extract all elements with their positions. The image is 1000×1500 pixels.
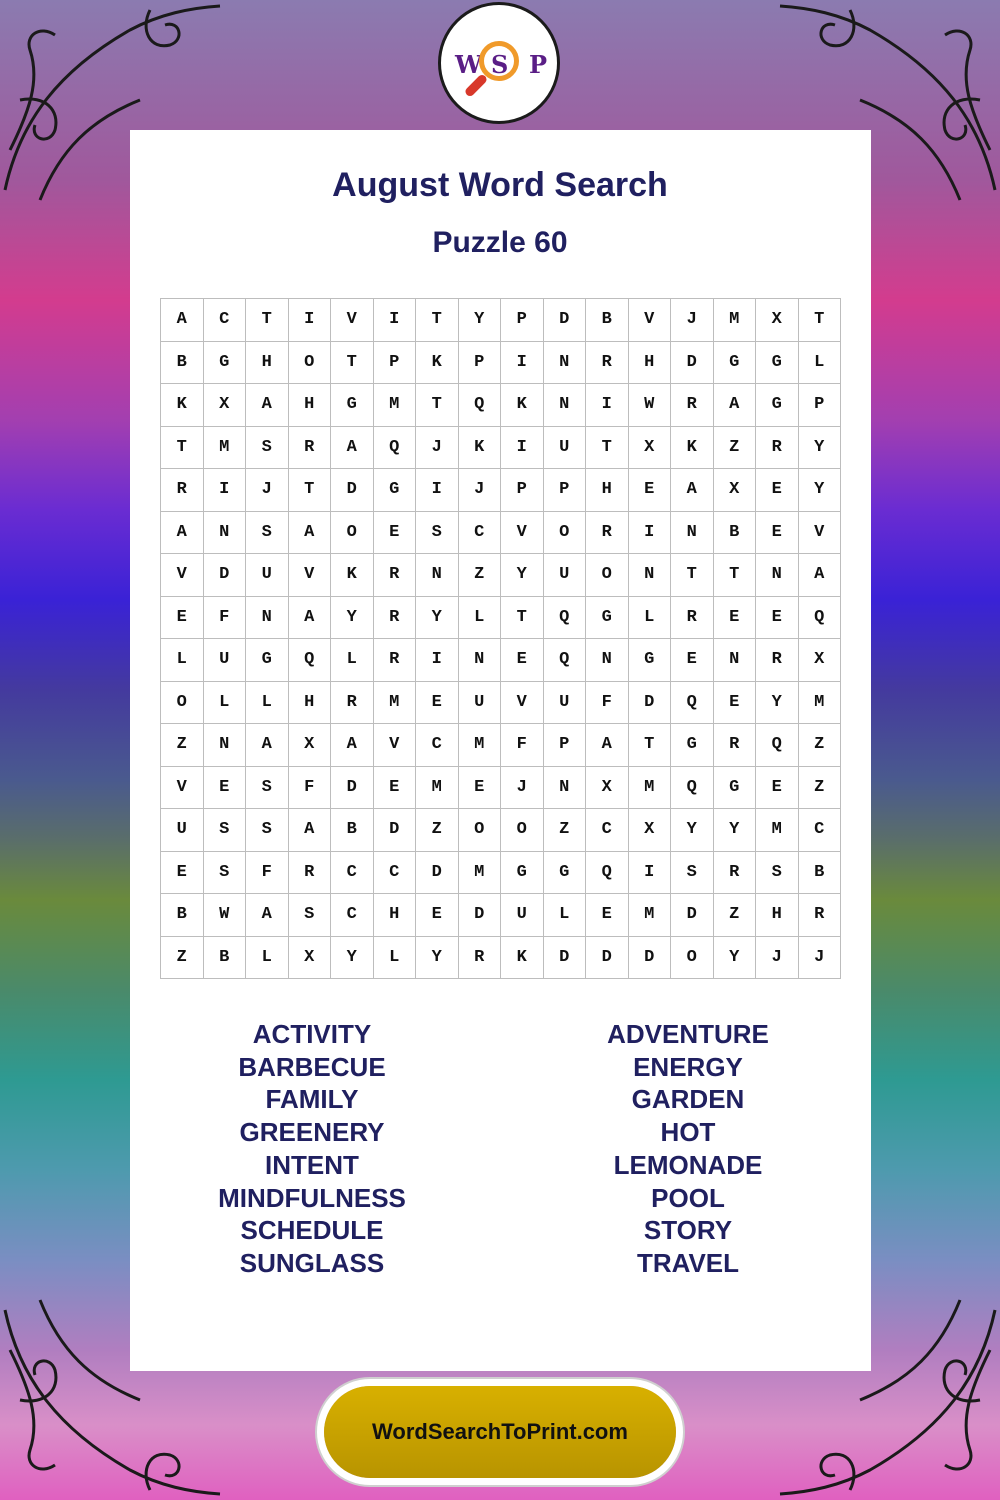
grid-cell[interactable]: C [416,724,459,767]
grid-cell[interactable]: Q [586,852,629,895]
grid-cell[interactable]: O [459,809,502,852]
grid-cell[interactable]: R [374,639,417,682]
grid-cell[interactable]: L [374,937,417,980]
word-list-item: GREENERY [239,1117,385,1148]
grid-cell[interactable]: K [501,384,544,427]
grid-cell[interactable]: O [544,512,587,555]
grid-cell[interactable]: V [799,512,842,555]
grid-cell[interactable]: R [671,597,714,640]
grid-cell[interactable]: Q [374,427,417,470]
grid-cell[interactable]: W [629,384,672,427]
grid-cell[interactable]: H [246,342,289,385]
grid-cell[interactable]: E [671,639,714,682]
grid-cell[interactable]: B [799,852,842,895]
grid-cell[interactable]: E [586,894,629,937]
grid-cell[interactable]: T [799,299,842,342]
grid-cell[interactable]: Y [501,554,544,597]
grid-cell[interactable]: D [204,554,247,597]
grid-cell[interactable]: T [629,724,672,767]
grid-cell[interactable]: M [756,809,799,852]
grid-cell[interactable]: E [161,597,204,640]
grid-cell[interactable]: A [289,809,332,852]
grid-cell[interactable]: V [161,554,204,597]
grid-cell[interactable]: U [501,894,544,937]
grid-cell[interactable]: Y [416,597,459,640]
grid-cell[interactable]: X [586,767,629,810]
logo-letter-p: P [529,50,548,79]
grid-cell[interactable]: N [756,554,799,597]
grid-cell[interactable]: X [289,724,332,767]
grid-cell[interactable]: T [501,597,544,640]
grid-cell[interactable]: J [756,937,799,980]
grid-cell[interactable]: A [289,512,332,555]
grid-cell[interactable]: S [204,852,247,895]
page-title: August Word Search [332,166,668,204]
grid-cell[interactable]: M [714,299,757,342]
grid-cell[interactable]: U [204,639,247,682]
grid-cell[interactable]: J [799,937,842,980]
grid-cell[interactable]: L [246,937,289,980]
grid-cell[interactable]: D [331,469,374,512]
grid-cell[interactable]: K [501,937,544,980]
grid-cell[interactable]: N [204,724,247,767]
grid-cell[interactable]: R [756,427,799,470]
grid-cell[interactable]: Q [799,597,842,640]
grid-cell[interactable]: E [756,469,799,512]
grid-cell[interactable]: B [331,809,374,852]
grid-cell[interactable]: M [204,427,247,470]
grid-cell[interactable]: G [756,384,799,427]
grid-cell[interactable]: E [416,894,459,937]
grid-cell[interactable]: N [586,639,629,682]
grid-cell[interactable]: R [289,852,332,895]
word-list-item: INTENT [265,1149,359,1180]
grid-cell[interactable]: B [586,299,629,342]
grid-cell[interactable]: J [501,767,544,810]
grid-cell[interactable]: M [799,682,842,725]
grid-cell[interactable]: T [289,469,332,512]
grid-cell[interactable]: G [374,469,417,512]
word-list-left [112,1018,512,1280]
grid-cell[interactable]: M [459,852,502,895]
grid-cell[interactable]: N [544,767,587,810]
grid-cell[interactable]: I [204,469,247,512]
grid-cell[interactable]: P [501,299,544,342]
grid-cell[interactable]: D [544,299,587,342]
grid-cell[interactable]: A [246,384,289,427]
grid-cell[interactable]: A [799,554,842,597]
grid-cell[interactable]: Z [714,427,757,470]
grid-cell[interactable]: X [799,639,842,682]
grid-cell[interactable]: G [714,342,757,385]
grid-cell[interactable]: G [714,767,757,810]
grid-cell[interactable]: X [714,469,757,512]
grid-cell[interactable]: S [246,809,289,852]
grid-cell[interactable]: N [246,597,289,640]
grid-cell[interactable]: Y [714,809,757,852]
grid-cell[interactable]: R [671,384,714,427]
grid-cell[interactable]: V [289,554,332,597]
grid-cell[interactable]: U [544,554,587,597]
grid-cell[interactable]: U [459,682,502,725]
grid-cell[interactable]: G [246,639,289,682]
word-list-item: STORY [643,1215,733,1246]
grid-cell[interactable]: Z [416,809,459,852]
grid-cell[interactable]: H [586,469,629,512]
puzzle-number: Puzzle 60 [432,226,568,259]
grid-cell[interactable]: E [629,469,672,512]
grid-cell[interactable]: A [289,597,332,640]
grid-cell[interactable]: E [756,767,799,810]
grid-cell[interactable]: G [204,342,247,385]
grid-cell[interactable]: J [416,427,459,470]
logo-letter-w: W [455,50,482,79]
grid-cell[interactable]: M [374,682,417,725]
word-list-item: ENERGY [633,1051,743,1082]
grid-cell[interactable]: D [416,852,459,895]
grid-cell[interactable]: B [714,512,757,555]
grid-cell[interactable]: D [586,937,629,980]
grid-cell[interactable]: I [289,299,332,342]
grid-cell[interactable]: F [586,682,629,725]
grid-cell[interactable]: K [671,427,714,470]
grid-cell[interactable]: D [629,937,672,980]
letter-grid [160,298,841,979]
grid-cell[interactable]: A [161,512,204,555]
grid-cell[interactable]: L [331,639,374,682]
grid-cell[interactable]: P [459,342,502,385]
grid-cell[interactable]: O [331,512,374,555]
grid-cell[interactable]: R [586,512,629,555]
grid-cell[interactable]: C [331,852,374,895]
grid-cell[interactable]: Y [671,809,714,852]
grid-cell[interactable]: Q [544,597,587,640]
grid-cell[interactable]: S [246,427,289,470]
grid-cell[interactable]: M [629,767,672,810]
grid-cell[interactable]: C [459,512,502,555]
grid-cell[interactable]: E [416,682,459,725]
grid-cell[interactable]: A [714,384,757,427]
grid-cell[interactable]: S [756,852,799,895]
grid-cell[interactable]: Z [544,809,587,852]
grid-cell[interactable]: L [161,639,204,682]
grid-cell[interactable]: N [459,639,502,682]
grid-cell[interactable]: K [416,342,459,385]
grid-cell[interactable]: D [629,682,672,725]
word-list-item: TRAVEL [636,1247,740,1278]
grid-cell[interactable]: I [374,299,417,342]
grid-cell[interactable]: X [289,937,332,980]
grid-cell[interactable]: Z [161,724,204,767]
grid-cell[interactable]: E [756,597,799,640]
grid-cell[interactable]: Y [331,937,374,980]
grid-cell[interactable]: S [416,512,459,555]
grid-cell[interactable]: Y [799,469,842,512]
grid-cell[interactable]: L [544,894,587,937]
grid-cell[interactable]: O [289,342,332,385]
website-link-button[interactable] [324,1386,676,1478]
grid-cell[interactable]: T [671,554,714,597]
grid-cell[interactable]: V [331,299,374,342]
grid-cell[interactable]: R [586,342,629,385]
grid-cell[interactable]: Y [799,427,842,470]
grid-cell[interactable]: I [416,469,459,512]
wsp-logo [438,2,560,124]
logo-letter-s: S [491,50,509,79]
grid-cell[interactable]: X [756,299,799,342]
grid-cell[interactable]: N [544,384,587,427]
grid-cell[interactable]: Z [799,767,842,810]
word-list-item: FAMILY [265,1084,359,1115]
grid-cell[interactable]: T [331,342,374,385]
grid-cell[interactable]: T [714,554,757,597]
grid-cell[interactable]: L [246,682,289,725]
grid-cell[interactable]: C [799,809,842,852]
grid-cell[interactable]: W [204,894,247,937]
word-list-item: POOL [651,1182,725,1213]
grid-cell[interactable]: C [586,809,629,852]
grid-cell[interactable]: E [756,512,799,555]
grid-cell[interactable]: J [246,469,289,512]
grid-cell[interactable]: I [501,427,544,470]
grid-cell[interactable]: G [671,724,714,767]
grid-cell[interactable]: R [714,852,757,895]
grid-cell[interactable]: T [161,427,204,470]
grid-cell[interactable]: E [374,767,417,810]
grid-cell[interactable]: M [459,724,502,767]
word-list-item: HOT [660,1117,716,1148]
grid-cell[interactable]: G [586,597,629,640]
grid-cell[interactable]: S [204,809,247,852]
grid-cell[interactable]: T [586,427,629,470]
grid-cell[interactable]: U [246,554,289,597]
grid-cell[interactable]: R [374,597,417,640]
grid-cell[interactable]: R [161,469,204,512]
grid-cell[interactable]: M [416,767,459,810]
grid-cell[interactable]: T [246,299,289,342]
word-list-item: MINDFULNESS [218,1182,406,1213]
grid-cell[interactable]: E [714,682,757,725]
grid-cell[interactable]: G [756,342,799,385]
grid-cell[interactable]: V [161,767,204,810]
grid-cell[interactable]: S [246,767,289,810]
grid-cell[interactable]: H [756,894,799,937]
grid-cell[interactable]: K [459,427,502,470]
grid-cell[interactable]: N [671,512,714,555]
grid-cell[interactable]: O [586,554,629,597]
grid-cell[interactable]: M [629,894,672,937]
grid-cell[interactable]: Z [799,724,842,767]
grid-cell[interactable]: R [374,554,417,597]
grid-cell[interactable]: A [331,724,374,767]
grid-cell[interactable]: P [501,469,544,512]
grid-cell[interactable]: G [501,852,544,895]
grid-cell[interactable]: P [799,384,842,427]
grid-cell[interactable]: E [501,639,544,682]
grid-cell[interactable]: B [204,937,247,980]
grid-cell[interactable]: D [374,809,417,852]
grid-cell[interactable]: I [629,512,672,555]
grid-cell[interactable]: R [459,937,502,980]
grid-cell[interactable]: T [416,384,459,427]
grid-cell[interactable]: P [544,724,587,767]
grid-cell[interactable]: E [161,852,204,895]
grid-cell[interactable]: Y [756,682,799,725]
grid-cell[interactable]: P [374,342,417,385]
grid-cell[interactable]: R [714,724,757,767]
grid-cell[interactable]: H [289,384,332,427]
website-label: WordSearchToPrint.com [372,1419,628,1444]
grid-cell[interactable]: G [544,852,587,895]
grid-cell[interactable]: N [629,554,672,597]
grid-cell[interactable]: A [246,724,289,767]
grid-cell[interactable]: B [161,894,204,937]
grid-cell[interactable]: Z [459,554,502,597]
grid-cell[interactable]: Y [416,937,459,980]
grid-cell[interactable]: S [289,894,332,937]
word-list-item: SCHEDULE [240,1215,384,1246]
grid-cell[interactable]: M [374,384,417,427]
grid-cell[interactable]: C [374,852,417,895]
grid-cell[interactable]: S [671,852,714,895]
grid-cell[interactable]: E [374,512,417,555]
grid-cell[interactable]: G [629,639,672,682]
grid-cell[interactable]: I [586,384,629,427]
grid-cell[interactable]: L [799,342,842,385]
word-list-item: ADVENTURE [607,1019,769,1049]
grid-cell[interactable]: D [459,894,502,937]
grid-cell[interactable]: N [204,512,247,555]
grid-cell[interactable]: U [161,809,204,852]
grid-cell[interactable]: I [416,639,459,682]
grid-cell[interactable]: I [501,342,544,385]
grid-cell[interactable]: U [544,427,587,470]
word-list-item: ACTIVITY [252,1019,372,1049]
grid-cell[interactable]: R [799,894,842,937]
grid-cell[interactable]: T [416,299,459,342]
grid-cell[interactable]: O [501,809,544,852]
grid-cell[interactable]: N [544,342,587,385]
grid-cell[interactable]: Q [459,384,502,427]
grid-cell[interactable]: K [161,384,204,427]
grid-cell[interactable]: Q [671,767,714,810]
grid-cell[interactable]: H [289,682,332,725]
grid-cell[interactable]: F [246,852,289,895]
grid-cell[interactable]: S [246,512,289,555]
word-list-item: GARDEN [631,1084,745,1115]
grid-cell[interactable]: Z [714,894,757,937]
word-list-right [488,1018,888,1280]
grid-cell[interactable]: I [629,852,672,895]
grid-cell[interactable]: X [629,427,672,470]
grid-cell[interactable]: Y [331,597,374,640]
grid-cell[interactable]: P [544,469,587,512]
grid-cell[interactable]: Z [161,937,204,980]
grid-cell[interactable]: C [331,894,374,937]
grid-cell[interactable]: Y [459,299,502,342]
grid-cell[interactable]: G [331,384,374,427]
grid-cell[interactable]: J [671,299,714,342]
grid-cell[interactable]: E [459,767,502,810]
grid-cell[interactable]: N [416,554,459,597]
grid-cell[interactable]: V [629,299,672,342]
grid-cell[interactable]: A [161,299,204,342]
grid-cell[interactable]: A [586,724,629,767]
grid-cell[interactable]: X [204,384,247,427]
grid-cell[interactable]: H [374,894,417,937]
grid-cell[interactable]: O [161,682,204,725]
grid-cell[interactable]: V [501,682,544,725]
grid-cell[interactable]: L [204,682,247,725]
grid-cell[interactable]: Q [544,639,587,682]
grid-cell[interactable]: O [671,937,714,980]
grid-cell[interactable]: F [501,724,544,767]
grid-cell[interactable]: D [331,767,374,810]
word-list-item: BARBECUE [238,1051,386,1082]
grid-cell[interactable]: D [671,342,714,385]
grid-cell[interactable]: R [289,427,332,470]
grid-cell[interactable]: K [331,554,374,597]
grid-cell[interactable]: Y [714,937,757,980]
grid-cell[interactable]: Q [289,639,332,682]
grid-cell[interactable]: A [671,469,714,512]
grid-cell[interactable]: X [629,809,672,852]
grid-cell[interactable]: R [756,639,799,682]
grid-cell[interactable]: A [331,427,374,470]
word-list-item: SUNGLASS [239,1247,385,1278]
grid-cell[interactable]: E [204,767,247,810]
grid-cell[interactable]: E [714,597,757,640]
grid-cell[interactable]: R [331,682,374,725]
grid-cell[interactable]: L [459,597,502,640]
word-list-item: LEMONADE [613,1149,763,1180]
grid-cell[interactable]: D [671,894,714,937]
grid-cell[interactable]: A [246,894,289,937]
grid-cell[interactable]: C [204,299,247,342]
grid-cell[interactable]: L [629,597,672,640]
grid-cell[interactable]: V [374,724,417,767]
grid-cell[interactable]: H [629,342,672,385]
grid-cell[interactable]: Q [756,724,799,767]
grid-cell[interactable]: U [544,682,587,725]
grid-cell[interactable]: N [714,639,757,682]
grid-cell[interactable]: F [289,767,332,810]
grid-cell[interactable]: F [204,597,247,640]
grid-cell[interactable]: V [501,512,544,555]
grid-cell[interactable]: J [459,469,502,512]
grid-cell[interactable]: D [544,937,587,980]
grid-cell[interactable]: B [161,342,204,385]
grid-cell[interactable]: Q [671,682,714,725]
